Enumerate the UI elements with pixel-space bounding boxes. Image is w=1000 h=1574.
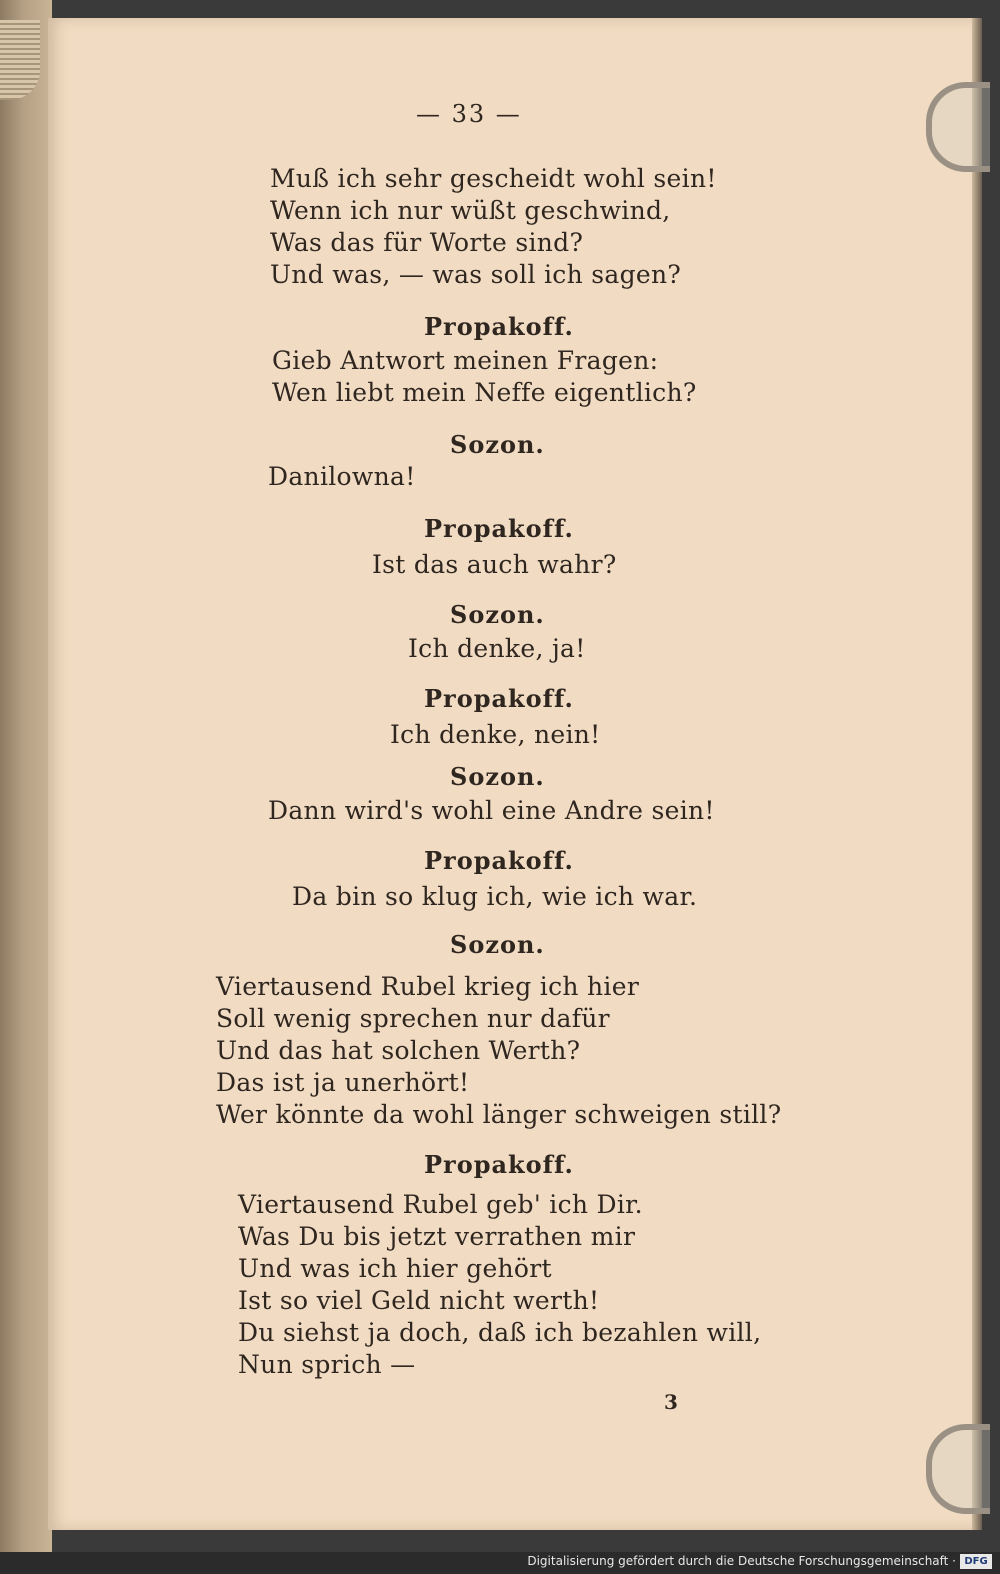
speaker-name: Propakoff.: [424, 312, 574, 341]
verse-line: Da bin so klug ich, wie ich war.: [292, 882, 698, 911]
dfg-logo-badge: DFG: [960, 1554, 992, 1569]
verse-line: Ist das auch wahr?: [372, 550, 617, 579]
verse-line: Und was ich hier gehört: [238, 1254, 552, 1283]
book-spine-edge: [0, 0, 52, 1574]
verse-line: Danilowna!: [268, 462, 416, 491]
paper-clip-top-icon: [926, 82, 990, 172]
verse-line: Du siehst ja doch, daß ich bezahlen will,: [238, 1318, 762, 1347]
verse-line: Ich denke, ja!: [408, 634, 586, 663]
speaker-name: Propakoff.: [424, 684, 574, 713]
verse-line: Soll wenig sprechen nur dafür: [216, 1004, 610, 1033]
verse-line: Das ist ja unerhört!: [216, 1068, 470, 1097]
verse-line: Ist so viel Geld nicht werth!: [238, 1286, 600, 1315]
verse-line: Und das hat solchen Werth?: [216, 1036, 581, 1065]
speaker-name: Propakoff.: [424, 1150, 574, 1179]
speaker-name: Sozon.: [450, 762, 545, 791]
verse-line: Gieb Antwort meinen Fragen:: [272, 346, 659, 375]
verse-line: Und was, — was soll ich sagen?: [270, 260, 682, 289]
verse-line: Muß ich sehr gescheidt wohl sein!: [270, 164, 717, 193]
paper-clip-bottom-icon: [926, 1424, 990, 1514]
page-right-shadow: [972, 18, 982, 1530]
verse-line: Wenn ich nur wüßt geschwind,: [270, 196, 671, 225]
speaker-name: Propakoff.: [424, 514, 574, 543]
verse-line: Viertausend Rubel krieg ich hier: [216, 972, 640, 1001]
footer-credit: Digitalisierung gefördert durch die Deutsche Forschungsgemeinschaft ·: [527, 1554, 956, 1568]
verse-line: Was Du bis jetzt verrathen mir: [238, 1222, 636, 1251]
speaker-name: Sozon.: [450, 430, 545, 459]
verse-line: Nun sprich —: [238, 1350, 416, 1379]
speaker-name: Sozon.: [450, 930, 545, 959]
verse-line: Viertausend Rubel geb' ich Dir.: [238, 1190, 643, 1219]
verse-line: Wer könnte da wohl länger schweigen still?: [216, 1100, 782, 1129]
verse-line: Was das für Worte sind?: [270, 228, 584, 257]
verse-line: Wen liebt mein Neffe eigentlich?: [272, 378, 697, 407]
speaker-name: Propakoff.: [424, 846, 574, 875]
page-number: — 33 —: [416, 100, 522, 128]
verse-line: Dann wird's wohl eine Andre sein!: [268, 796, 715, 825]
page-stack-edge: [0, 20, 40, 100]
speaker-name: Sozon.: [450, 600, 545, 629]
verse-line: Ich denke, nein!: [390, 720, 601, 749]
signature-mark: 3: [664, 1390, 679, 1414]
